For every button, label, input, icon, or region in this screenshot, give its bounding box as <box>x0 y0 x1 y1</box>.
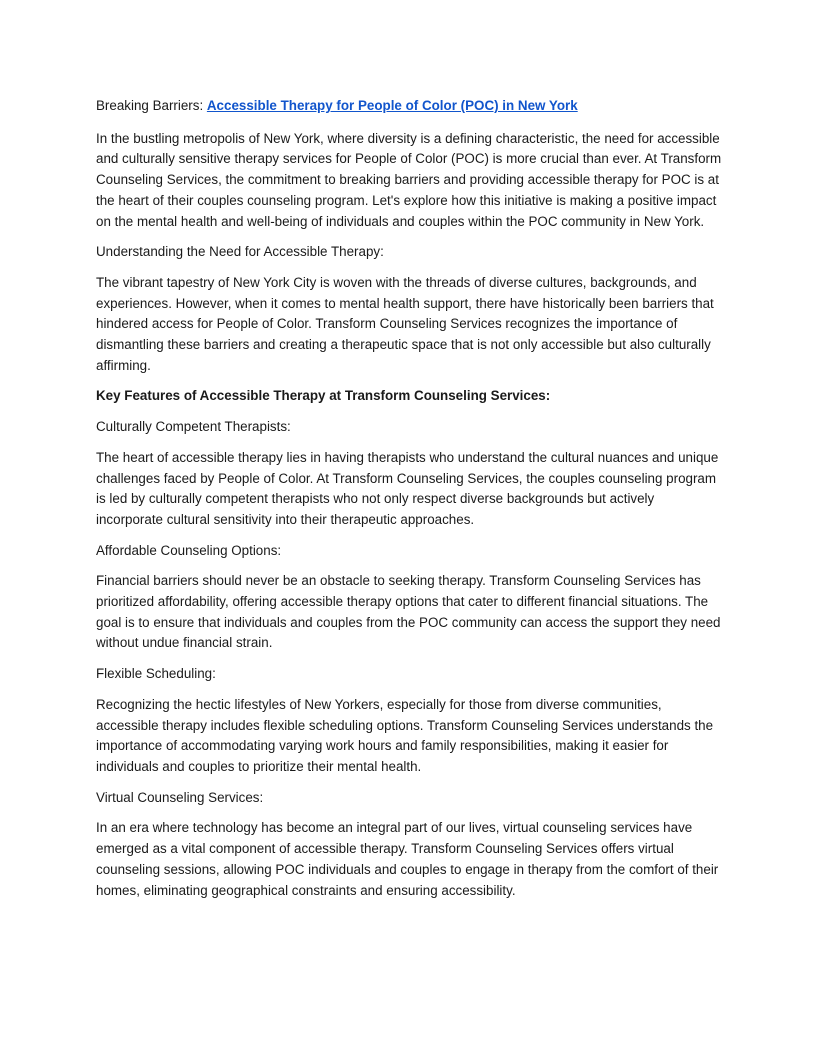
feature-heading-affordable: Affordable Counseling Options: <box>96 542 282 558</box>
feature-body-virtual: In an era where technology has become an integral part of our lives, virtual counseling services have emerged as a vital component of accessible therapy. Transform Counseling Services offers virtual counseling sessions, allowing POC individuals and couples to engage in therapy from the comfort of their homes, eliminating geographical constraints and ensuring accessibility. <box>96 820 719 898</box>
feature-body-affordable: Financial barriers should never be an obstacle to seeking therapy. Transform Counseling Services has prioritized affordability, offering accessible therapy options that cater to different financial situations. The goal is to ensure that individuals and couples from the POC community can access the support they need without undue financial strain. <box>96 573 721 651</box>
key-features-heading: Key Features of Accessible Therapy at Transform Counseling Services: <box>96 388 551 404</box>
feature-body-scheduling: Recognizing the hectic lifestyles of New Yorkers, especially for those from diverse communities, accessible therapy includes flexible scheduling options. Transform Counseling Services understands the importance of accommodating varying work hours and family responsibilities, making it easier for individuals and couples to prioritize their mental health. <box>96 696 714 774</box>
section-body-need: The vibrant tapestry of New York City is woven with the threads of diverse cultures, backgrounds, and experiences. However, when it comes to mental health support, there have historically been barriers that hindered access for People of Color. Transform Counseling Services recognizes the importance of dismantling these barriers and creating a therapeutic space that is not only accessible but also culturally affirming. <box>96 274 714 373</box>
feature-heading-therapists: Culturally Competent Therapists: <box>96 419 291 435</box>
section-heading-need: Understanding the Need for Accessible Therapy: <box>96 244 384 260</box>
feature-heading-virtual: Virtual Counseling Services: <box>96 789 264 805</box>
title-link[interactable]: Accessible Therapy for People of Color (POC) in New York <box>206 98 578 113</box>
document-page <box>96 96 722 911</box>
intro-paragraph: In the bustling metropolis of New York, where diversity is a defining characteristic, the need for accessible and culturally sensitive therapy services for People of Color (POC) is more crucial than ever. At Transform Counseling Services, the commitment to breaking barriers and providing accessible therapy for POC is at the heart of their couples counseling program. Let's explore how this initiative is making a positive impact on the mental health and well-being of individuals and couples within the POC community in New York. <box>96 130 722 229</box>
feature-heading-scheduling: Flexible Scheduling: <box>96 666 216 682</box>
title-prefix: Breaking Barriers: <box>96 98 207 113</box>
document-title <box>96 96 722 117</box>
feature-body-therapists: The heart of accessible therapy lies in having therapists who understand the cultural nuances and unique challenges faced by People of Color. At Transform Counseling Services, the couples counseling program is led by culturally competent therapists who not only respect diverse backgrounds but actively incorporate cultural sensitivity into their therapeutic approaches. <box>96 449 719 527</box>
